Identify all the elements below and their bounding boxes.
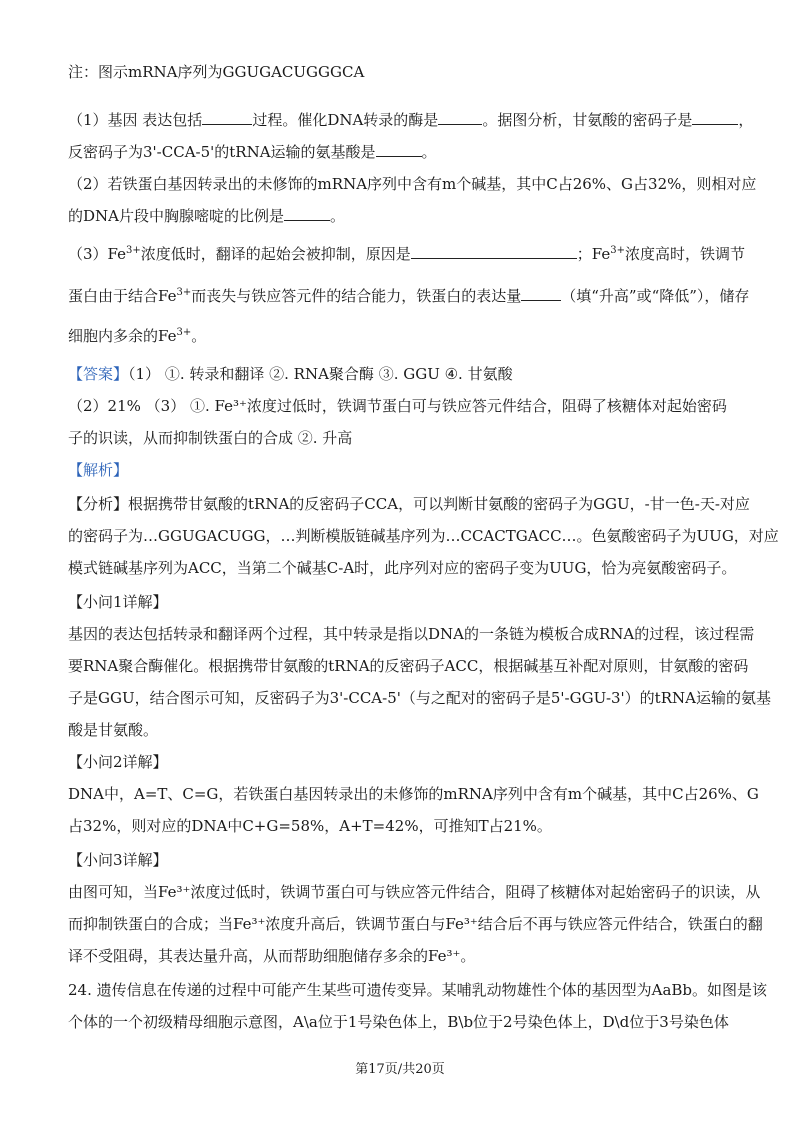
subquestion-2-line-2: 占32%，则对应的DNA中C+G=58%，A+T=42%，可推知T占21%。 [68,817,552,835]
answer-line-2: （2）21% （3） ①. Fe³⁺浓度过低时，铁调节蛋白可与铁应答元件结合，阻碍了核糖体对起始密码 [68,397,727,415]
q3-text-d: 浓度高时，铁调节 [625,245,746,263]
question-2-line-1: （2）若铁蛋白基因转录出的未修饰的mRNA序列中含有m个碱基，其中C占26%、G占32%，则相对应 [68,175,757,193]
q3-text-g: （填“升高”或“降低”），储存 [561,287,750,305]
question-24-line-2: 个体的一个初级精母细胞示意图，A\a位于1号染色体上，B\b位于2号染色体上，D\d位于3号染色体 [68,1013,729,1031]
answer-blank [521,286,561,301]
q2-text-a: 的DNA片段中胸腺嘧啶的比例是 [68,207,284,225]
question-1-line-1 [68,110,753,130]
subquestion-1-line-2: 要RNA聚合酶催化。根据携带甘氨酸的tRNA的反密码子ACC，根据碱基互补配对原则，甘氨酸的密码 [68,657,749,675]
q3-text-b: 浓度低时，翻译的起始会被抑制，原因是 [140,245,411,263]
q1-text-f: 。 [421,143,437,161]
superscript: 3+ [176,287,192,298]
subquestion-3-line-1: 由图可知，当Fe³⁺浓度过低时，铁调节蛋白可与铁应答元件结合，阻碍了核糖体对起始密码子的识读，从 [68,883,761,901]
analysis-line-3: 模式链碱基序列为ACC，当第二个碱基C-A时，此序列对应的密码子变为UUG，恰为亮氨酸密码子。 [68,559,737,577]
subquestion-2-line-1: DNA中，A=T、C=G，若铁蛋白基因转录出的未修饰的mRNA序列中含有m个碱基，其中C占26%、G [68,785,759,803]
subquestion-1-line-4: 酸是甘氨酸。 [68,721,159,739]
q3-text-f: 而丧失与铁应答元件的结合能力，铁蛋白的表达量 [191,287,522,305]
question-3-line-2 [68,286,749,306]
q3-text-i: 。 [191,327,207,345]
subquestion-3-title: 【小问3详解】 [68,851,168,869]
subquestion-1-title: 【小问1详解】 [68,593,168,611]
answer-blank [376,142,422,157]
analysis-line-2: 的密码子为…GGUGACUGG，…判断模版链碱基序列为…CCACTGACC…。色氨酸密码子为UUG，对应 [68,527,779,545]
answer-blank [692,110,738,125]
superscript: 3+ [610,245,625,256]
answer-blank [202,110,252,125]
answer-blank [284,206,330,221]
q1-text-b: 过程。催化DNA转录的酶是 [252,111,439,129]
page-footer: 第17页/共20页 [355,1062,445,1077]
superscript: 3+ [176,327,192,338]
subquestion-3-line-3: 译不受阻碍，其表达量升高，从而帮助细胞储存多余的Fe³⁺。 [68,947,476,965]
q3-text-h: 细胞内多余的Fe [68,327,177,345]
answer-line-1 [68,364,513,384]
q3-text-c: ；Fe [576,245,611,263]
superscript: 3+ [126,245,141,256]
answer-text-1: （1） ①. 转录和翻译 ②. RNA聚合酶 ③. GGU ④. 甘氨酸 [128,365,513,383]
analysis-label: 【解析】 [68,461,129,479]
figure-note: 注：图示mRNA序列为GGUGACUGGGCA [68,63,365,81]
q1-text-c: 。据图分析，甘氨酸的密码子是 [482,111,693,129]
q1-text-d: ， [738,111,754,129]
q1-text-a: （1）基因 表达包括 [68,111,203,129]
analysis-line-1: 【分析】根据携带甘氨酸的tRNA的反密码子CCA，可以判断甘氨酸的密码子为GGU，-甘一色-天-对应 [68,495,750,513]
subquestion-1-line-3: 子是GGU，结合图示可知，反密码子为3'-CCA-5'（与之配对的密码子是5'-GGU-3'）的tRNA运输的氨基 [68,689,771,707]
question-24-line-1: 24. 遗传信息在传递的过程中可能产生某些可遗传变异。某哺乳动物雄性个体的基因型为AaBb。如图是该 [68,981,768,999]
subquestion-3-line-2: 而抑制铁蛋白的合成；当Fe³⁺浓度升高后，铁调节蛋白与Fe³⁺结合后不再与铁应答元件结合，铁蛋白的翻 [68,915,763,933]
answer-blank [438,110,482,125]
q3-text-e: 蛋白由于结合Fe [68,287,177,305]
question-3-line-1 [68,244,745,264]
question-3-line-3 [68,326,206,346]
subquestion-1-line-1: 基因的表达包括转录和翻译两个过程，其中转录是指以DNA的一条链为模板合成RNA的过程，该过程需 [68,625,755,643]
question-2-line-2 [68,206,345,226]
answer-label: 【答案】 [68,365,129,383]
answer-line-3: 子的识读，从而抑制铁蛋白的合成 ②. 升高 [68,429,353,447]
q3-text-a: （3）Fe [68,245,127,263]
answer-blank [411,244,577,259]
q1-text-e: 反密码子为3'-CCA-5'的tRNA运输的氨基酸是 [68,143,376,161]
subquestion-2-title: 【小问2详解】 [68,753,168,771]
question-1-line-2 [68,142,437,162]
q2-text-b: 。 [330,207,346,225]
